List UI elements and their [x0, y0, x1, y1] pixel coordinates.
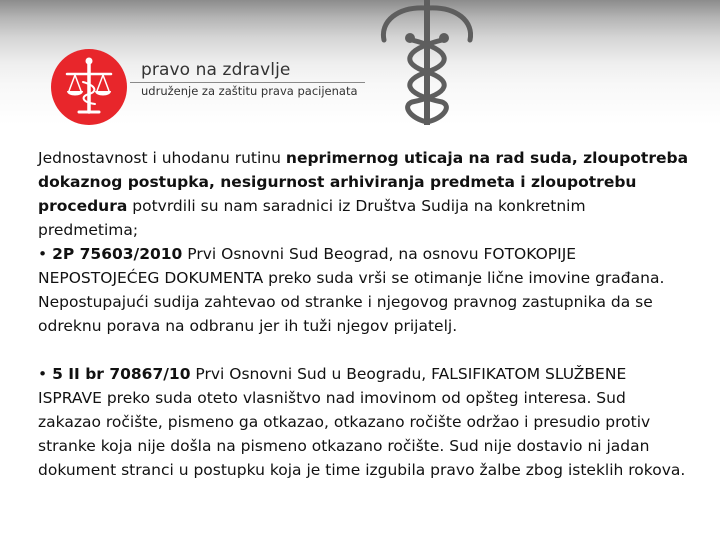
- header-banner: [0, 0, 720, 125]
- intro-text-start: Jednostavnost i uhodanu rutinu: [38, 149, 286, 167]
- intro-text-end: potvrdili su nam saradnici iz Društva Sudija na konkretnim predmetima;: [38, 197, 586, 239]
- scales-of-justice-icon: [50, 48, 128, 125]
- case-number: 2P 75603/2010: [52, 245, 183, 263]
- case-paragraph-2: [38, 362, 690, 482]
- case-description: Prvi Osnovni Sud u Beogradu, FALSIFIKATOM SLUŽBENE ISPRAVE preko suda oteto vlasništvo nad imovinom od opšteg interesa. Sud zakazao ročište, pismeno ga otkazao, otkazano ročište održao i presudio protiv stranke koja nije došla na pismeno otkazano ročište. Sud nije dostavio ni jadan dokument stranci u postupku koja je time izgubila pravo žalbe zbog isteklih rokova.: [38, 365, 686, 479]
- brand-tagline: udruženje za zaštitu prava pacijenata: [141, 84, 358, 98]
- brand-divider: [130, 82, 365, 83]
- bullet: •: [38, 365, 53, 383]
- case-paragraph-1: [38, 242, 690, 338]
- intro-paragraph: [38, 146, 690, 242]
- bullet: •: [38, 245, 53, 263]
- brand-name: pravo na zdravlje: [141, 60, 291, 80]
- intro-emphasis: neprimernog uticaja na rad suda, zloupotreba dokaznog postupka, nesigurnost arhiviranja predmeta i zloupotrebu procedura: [38, 149, 689, 215]
- case-number: 5 II br 70867/10: [52, 365, 191, 383]
- case-description: Prvi Osnovni Sud Beograd, na osnovu FOTOKOPIJE NEPOSTOJEĆEG DOKUMENTA preko suda vrši se otimanje lične imovine građana. Nepostupajući sudija zahtevao od stranke i njegovog pravnog zastupnika da se odreknu porava na odbranu jer ih tuži njegov prijatelj.: [38, 245, 665, 335]
- caduceus-icon: [372, 0, 482, 125]
